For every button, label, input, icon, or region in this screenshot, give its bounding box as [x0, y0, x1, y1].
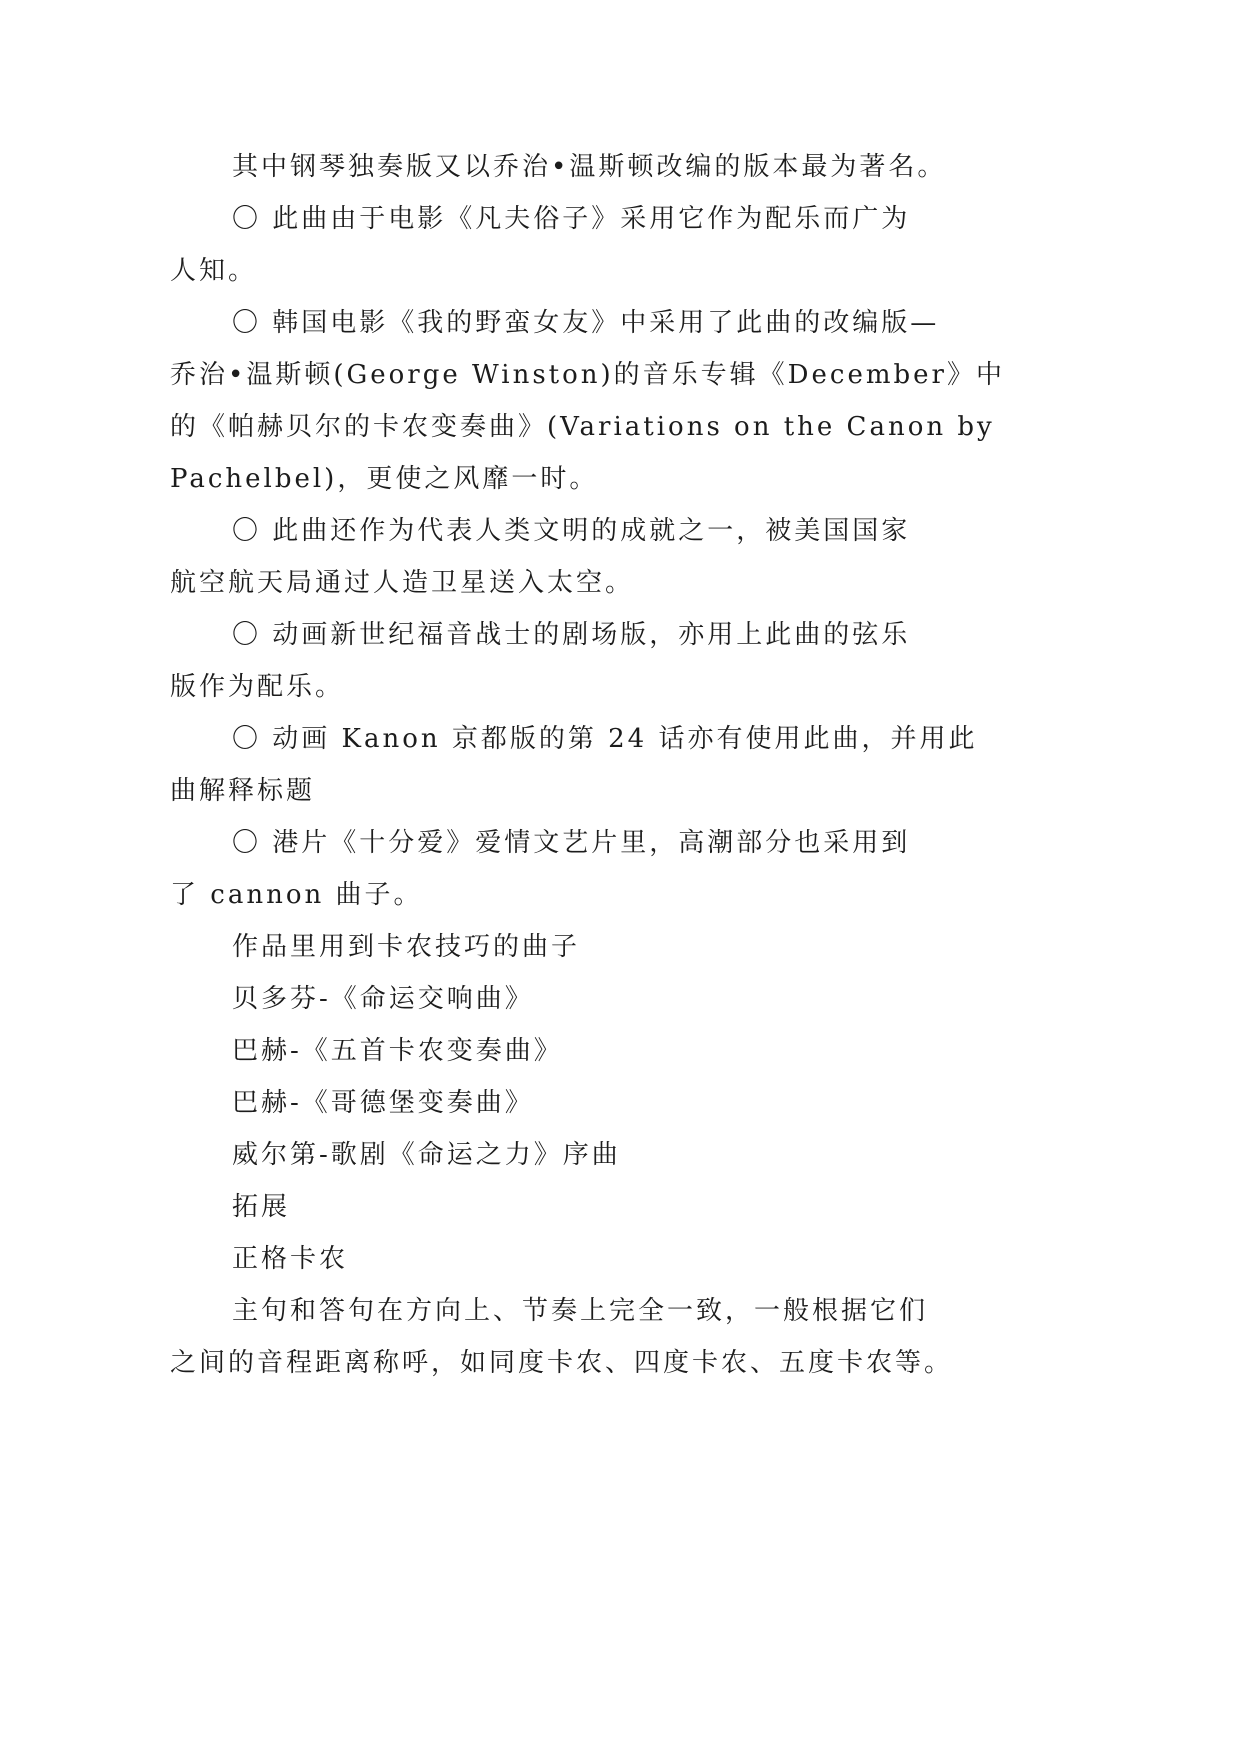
section-heading [170, 1233, 1170, 1285]
paragraph-line: 航空航天局通过人造卫星送入太空。 [170, 568, 635, 598]
paragraph-line: 拓展 [232, 1192, 291, 1222]
paragraph-line: Pachelbel)，更使之风靡一时。 [170, 464, 599, 494]
bullet-paragraph [170, 713, 1170, 817]
paragraph-line: 贝多芬-《命运交响曲》 [232, 984, 534, 1014]
paragraph-line: 巴赫-《哥德堡变奏曲》 [232, 1088, 534, 1118]
paragraph-line: 巴赫-《五首卡农变奏曲》 [232, 1036, 563, 1066]
bullet-paragraph [170, 609, 1170, 713]
paragraph-line: 作品里用到卡农技巧的曲子 [232, 932, 581, 962]
paragraph-line: 正格卡农 [232, 1244, 349, 1274]
list-item [170, 1025, 1170, 1077]
paragraph [170, 1285, 1170, 1389]
paragraph-line: 乔治•温斯顿(George Winston)的音乐专辑《December》中 [170, 360, 1005, 390]
list-item [170, 973, 1170, 1025]
paragraph-line: 之间的音程距离称呼，如同度卡农、四度卡农、五度卡农等。 [170, 1348, 954, 1378]
bullet-paragraph [170, 505, 1170, 609]
paragraph-line: 〇 此曲由于电影《凡夫俗子》采用它作为配乐而广为 [232, 204, 911, 234]
paragraph-line: 〇 港片《十分爱》爱情文艺片里，高潮部分也采用到 [232, 828, 911, 858]
bullet-paragraph [170, 297, 1170, 505]
paragraph-line: 曲解释标题 [170, 776, 316, 806]
paragraph-line: 〇 韩国电影《我的野蛮女友》中采用了此曲的改编版— [232, 308, 940, 338]
paragraph-line: 〇 动画 Kanon 京都版的第 24 话亦有使用此曲，并用此 [232, 724, 978, 754]
section-heading [170, 1181, 1170, 1233]
paragraph-line: 〇 此曲还作为代表人类文明的成就之一，被美国国家 [232, 516, 911, 546]
list-item [170, 1077, 1170, 1129]
paragraph-line: 的《帕赫贝尔的卡农变奏曲》(Variations on the Canon by [170, 412, 995, 442]
paragraph-line: 版作为配乐。 [170, 672, 345, 702]
bullet-paragraph [170, 193, 1170, 297]
paragraph-line: 了 cannon 曲子。 [170, 880, 423, 910]
paragraph-line: 人知。 [170, 256, 258, 286]
bullet-paragraph [170, 817, 1170, 921]
body-text [170, 141, 1170, 1389]
paragraph-line: 主句和答句在方向上、节奏上完全一致，一般根据它们 [232, 1296, 929, 1326]
paragraph-line: 〇 动画新世纪福音战士的剧场版，亦用上此曲的弦乐 [232, 620, 911, 650]
paragraph-line: 威尔第-歌剧《命运之力》序曲 [232, 1140, 621, 1170]
paragraph [170, 141, 1170, 193]
section-heading [170, 921, 1170, 973]
list-item [170, 1129, 1170, 1181]
paragraph-line: 其中钢琴独奏版又以乔治•温斯顿改编的版本最为著名。 [232, 152, 947, 182]
